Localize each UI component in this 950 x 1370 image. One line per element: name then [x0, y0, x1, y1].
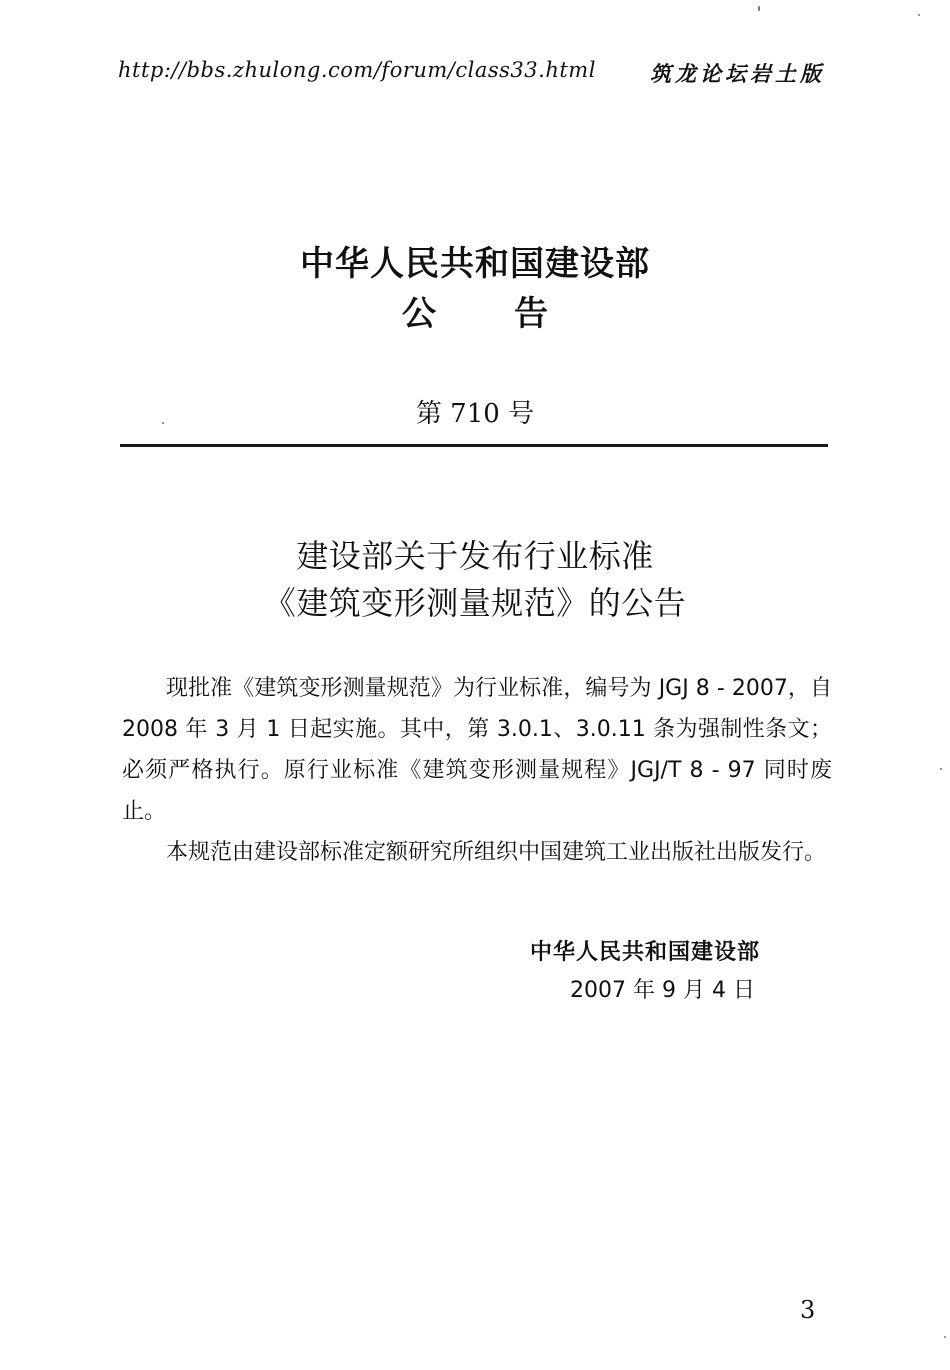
- signature-date: 2007 年 9 月 4 日: [570, 978, 755, 1003]
- scan-speck: [944, 1336, 946, 1338]
- horizontal-divider: [120, 444, 828, 447]
- scan-speck: [758, 6, 760, 11]
- header-forum-label: 筑龙论坛岩土版: [650, 62, 825, 86]
- header-source-url: http://bbs.zhulong.com/forum/class33.html: [118, 58, 596, 82]
- body-paragraph-1: 现批准《建筑变形测量规范》为行业标准，编号为 JGJ 8 - 2007，自 2008 年 3 月 1 日起实施。其中，第 3.0.1、3.0.11 条为强制性条文；必须严格执行。原行业标准《建筑变形测量规程》JGJ/T 8 - 97 同时废止。: [122, 676, 832, 824]
- issuer-title: 中华人民共和国建设部: [300, 244, 650, 284]
- announcement-heading-char-1: 公: [402, 294, 436, 334]
- page-number: 3: [800, 1296, 816, 1324]
- scan-speck: [162, 422, 164, 424]
- document-title-line-1: 建设部关于发布行业标准: [296, 537, 654, 575]
- announcement-number: 第 710 号: [415, 399, 535, 429]
- scan-speck: [918, 14, 920, 16]
- scan-speck: [940, 768, 942, 770]
- announcement-heading-char-2: 告: [514, 294, 548, 334]
- body-text: [122, 668, 832, 873]
- announcement-heading: [0, 286, 950, 335]
- body-paragraph-2: 本规范由建设部标准定额研究所组织中国建筑工业出版社出版发行。: [166, 840, 827, 865]
- document-title-line-2: 《建筑变形测量规范》的公告: [263, 584, 687, 622]
- signature-organization: 中华人民共和国建设部: [530, 940, 761, 965]
